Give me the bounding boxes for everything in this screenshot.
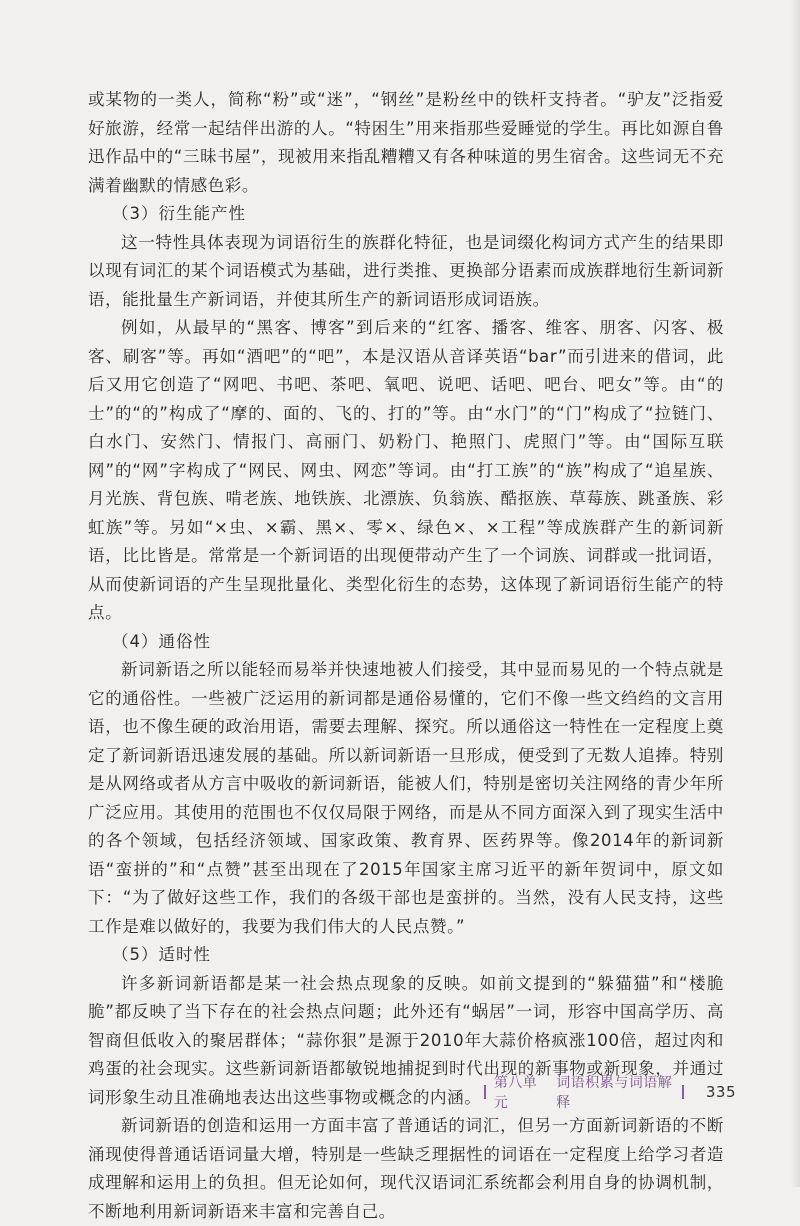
document-body bbox=[88, 86, 724, 1226]
section-heading-derivation: （3）衍生能产性 bbox=[112, 204, 246, 223]
paragraph-derivation-examples: 例如，从最早的“黑客、博客”到后来的“红客、播客、维客、朋客、闪客、极客、刷客”等。再如“酒吧”的“吧”，本是汉语从音译英语“bar”而引进来的借词，此后又用它创造了“网吧、书吧、茶吧、氧吧、说吧、话吧、吧台、吧女”等。由“的士”的“的”构成了“摩的、面的、飞的、打的”等。由“水门”的“门”构成了“拉链门、白水门、安然门、情报门、高丽门、奶粉门、艳照门、虎照门”等。由“国际互联网”的“网”字构成了“网民、网虫、网恋”等词。由“打工族”的“族”构成了“追星族、月光族、背包族、啃老族、地铁族、北漂族、负翁族、酷抠族、草莓族、跳蚤族、彩虹族”等。另如“×虫、×霸、黑×、零×、绿色×、×工程”等成族群产生的新词新语，比比皆是。常常是一个新词语的出现便带动产生了一个词族、词群或一批词语，从而使新词语的产生呈现批量化、类型化衍生的态势，这体现了新词语衍生能产的特点。 bbox=[88, 318, 724, 622]
paragraph-popularity: 新词新语之所以能轻而易举并快速地被人们接受，其中显而易见的一个特点就是它的通俗性。一些被广泛运用的新词都是通俗易懂的，它们不像一些文绉绉的文言用语，也不像生硬的政治用语，需要去理解、探究。所以通俗这一特性在一定程度上奠定了新词新语迅速发展的基础。所以新词新语一旦形成，便受到了无数人追捧。特别是从网络或者从方言中吸收的新词新语，能被人们，特别是密切关注网络的青少年所广泛应用。其使用的范围也不仅仅局限于网络，而是从不同方面深入到了现实生活中的各个领域，包括经济领域、国家政策、教育界、医药界等。像2014年的新词新语“蛮拼的”和“点赞”甚至出现在了2015年国家主席习近平的新年贺词中，原文如下：“为了做好这些工作，我们的各级干部也是蛮拼的。当然，没有人民支持，这些工作是难以做好的，我要为我们伟大的人民点赞。” bbox=[88, 660, 724, 936]
paragraph-timeliness: 许多新词新语都是某一社会热点现象的反映。如前文提到的“躲猫猫”和“楼脆脆”都反映了当下存在的社会热点问题；此外还有“蜗居”一词，形容中国高学历、高智商但低收入的聚居群体；“蒜你狠”是源于2010年大蒜价格疯涨100倍，超过肉和鸡蛋的社会现实。这些新词新语都敏锐地捕捉到时代出现的新事物或新现象，并通过词形象生动且准确地表达出这些事物或概念的内涵。 bbox=[88, 973, 724, 1107]
section-heading-timeliness: （5）适时性 bbox=[112, 945, 211, 964]
footer-chapter-title: 词语积累与词语解释 bbox=[556, 1075, 673, 1111]
footer-divider-left bbox=[484, 1085, 486, 1099]
page-edge-shadow bbox=[790, 0, 800, 1187]
paragraph-derivation-definition: 这一特性具体表现为词语衍生的族群化特征，也是词缀化构词方式产生的结果即以现有词汇的某个词语模式为基础，进行类推、更换部分语素而成族群地衍生新词新语，能批量生产新词语，并使其所生产的新词语形成词语族。 bbox=[88, 232, 724, 309]
paragraph-continuation: 或某物的一类人，简称“粉”或“迷”，“钢丝”是粉丝中的铁杆支持者。“驴友”泛指爱好旅游，经常一起结伴出游的人。“特困生”用来指那些爱睡觉的学生。再比如源自鲁迅作品中的“三昧书屋”，现被用来指乱糟糟又有各种味道的男生宿舍。这些词无不充满着幽默的情感色彩。 bbox=[88, 90, 724, 195]
section-heading-popularity: （4）通俗性 bbox=[112, 631, 211, 651]
paragraph-conclusion: 新词新语的创造和运用一方面丰富了普通话的词汇，但另一方面新词新语的不断涌现使得普通话语词量大增，特别是一些缺乏理据性的词语在一定程度上给学习者造成理解和运用上的负担。但无论如何，现代汉语词汇系统都会利用自身的协调机制，不断地利用新词新语来丰富和完善自己。 bbox=[88, 1116, 724, 1221]
footer-unit-label: 第八单元 bbox=[493, 1075, 538, 1111]
footer-divider-right bbox=[682, 1085, 684, 1099]
page-number: 335 bbox=[705, 1083, 737, 1101]
page-footer bbox=[476, 1075, 737, 1111]
